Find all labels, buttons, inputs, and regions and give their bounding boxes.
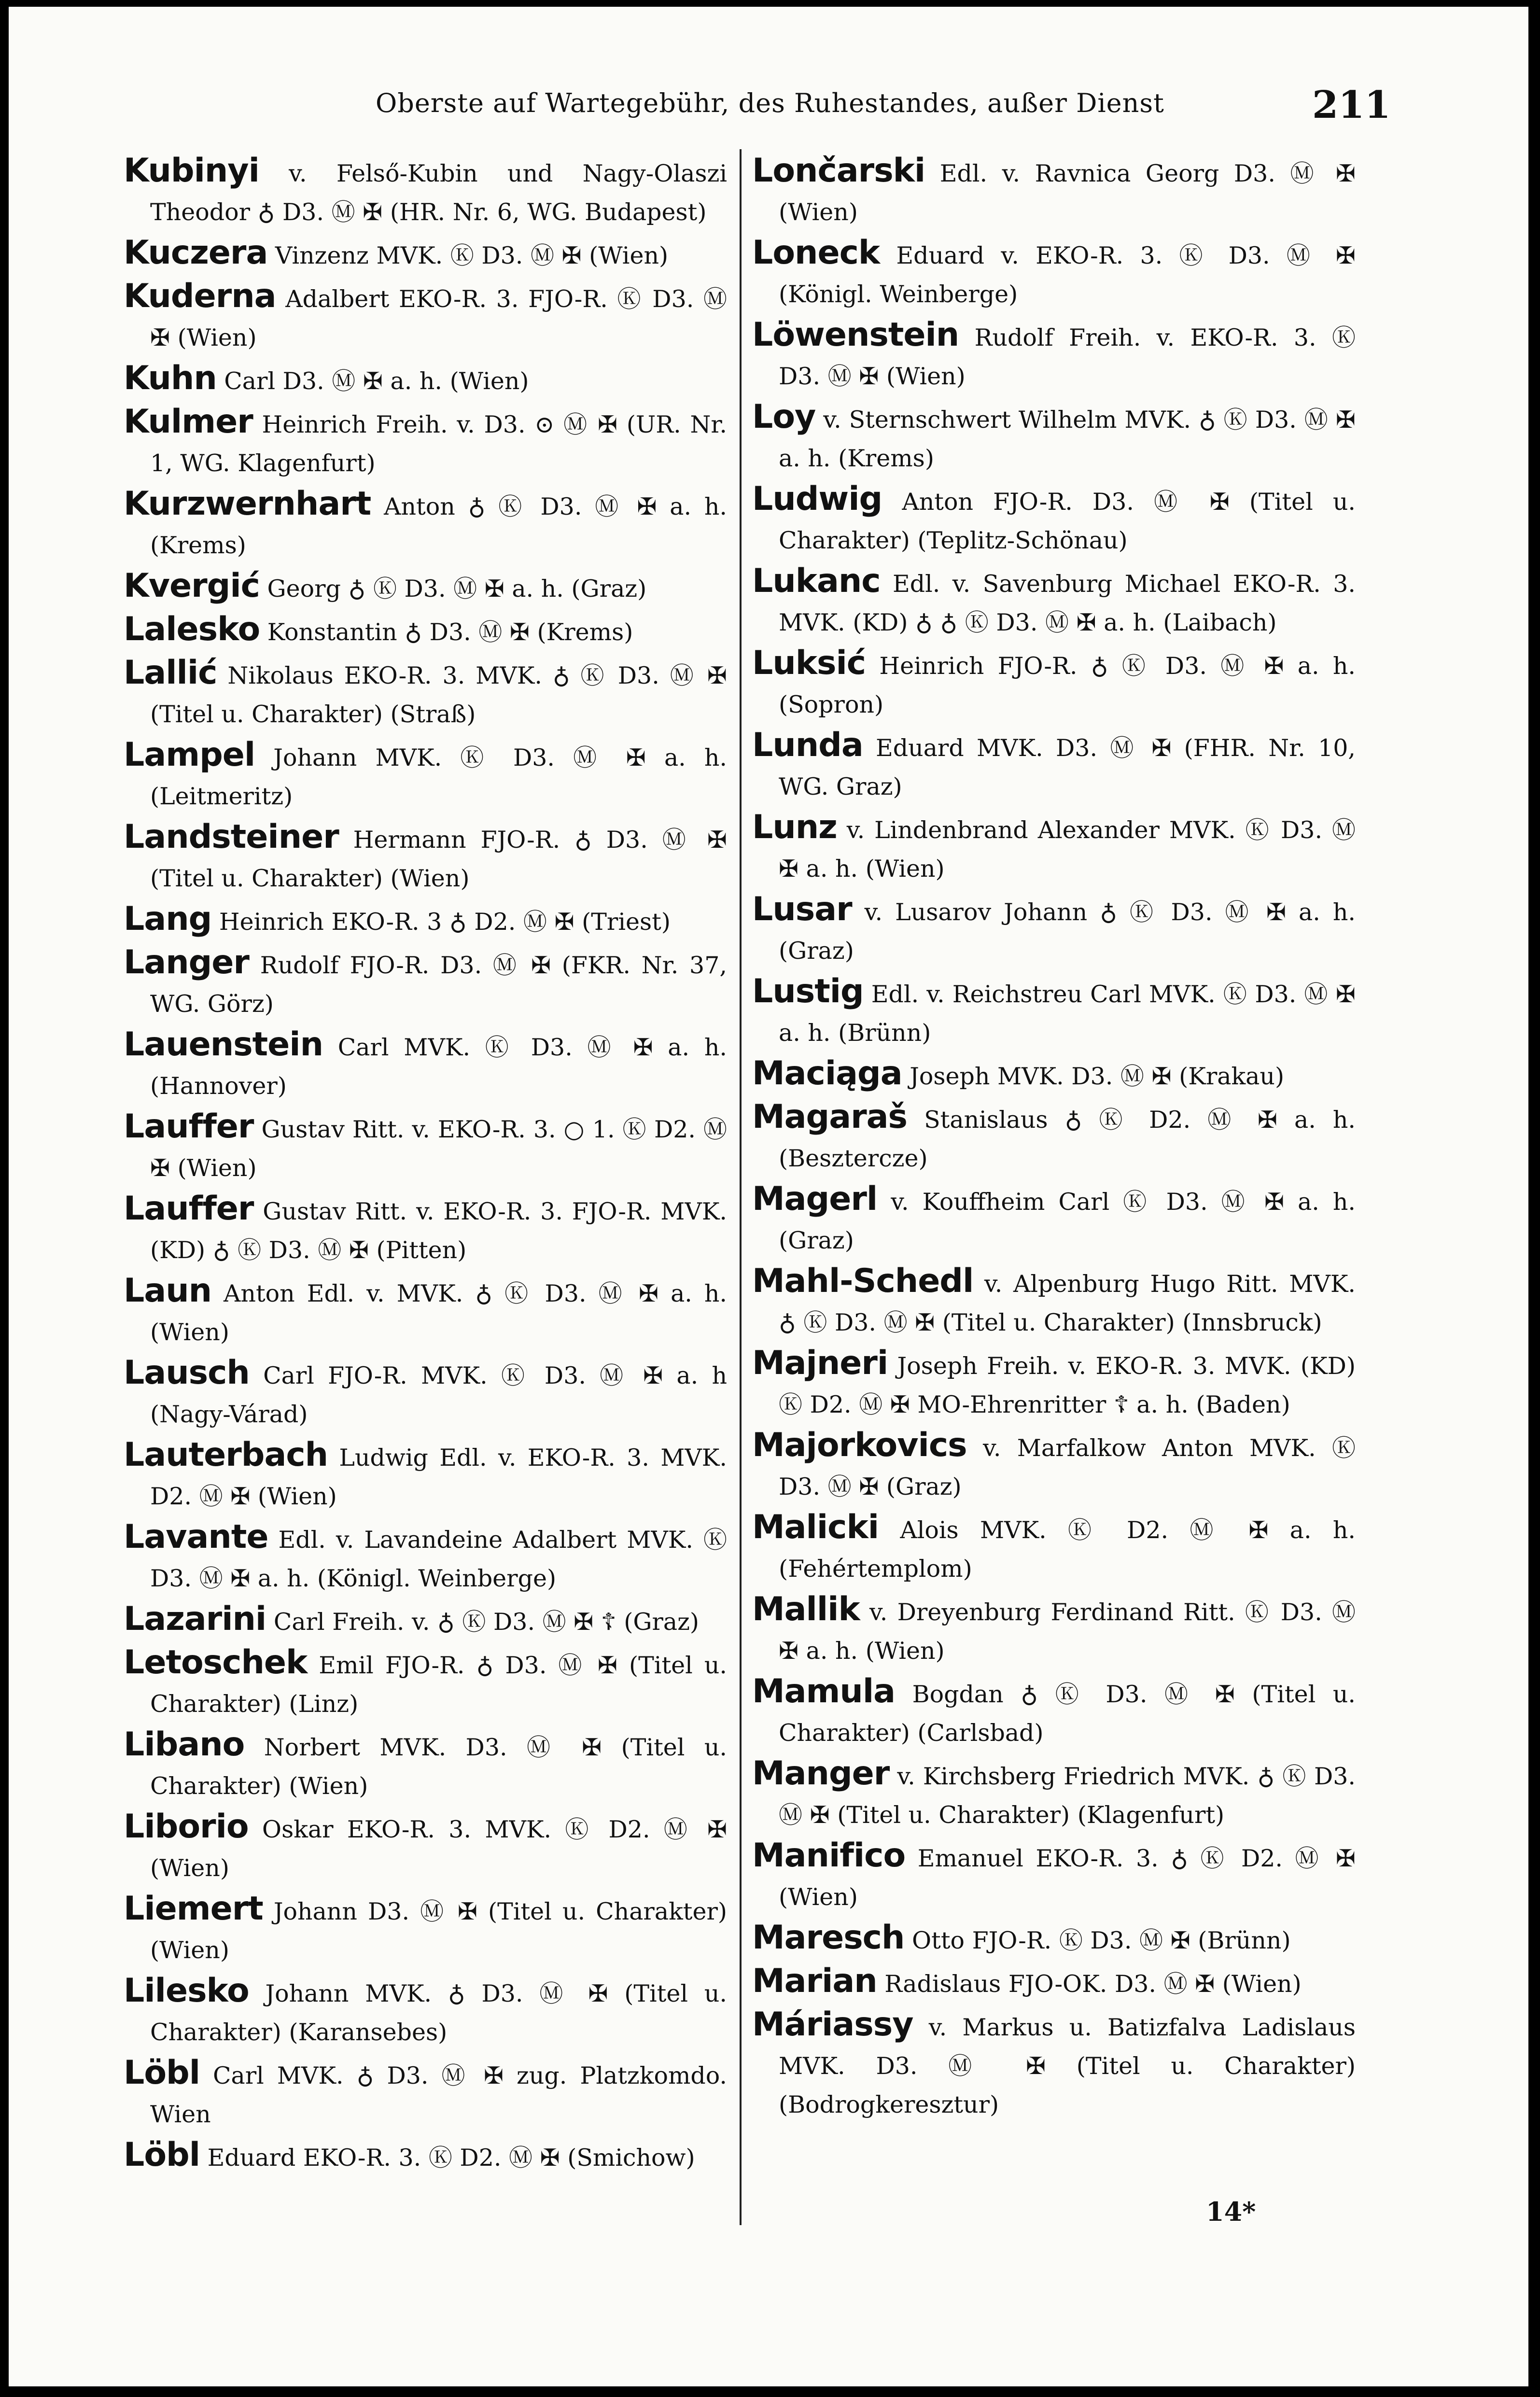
entry-details: Vinzenz MVK. Ⓚ D3. Ⓜ ✠ (Wien): [267, 242, 669, 269]
register-entry: [124, 943, 727, 1023]
entry-surname: Kurzwernhart: [124, 485, 371, 523]
entry-details: Eduard v. EKO-R. 3. Ⓚ D3. Ⓜ ✠ (Königl. Weinberge): [779, 242, 1356, 308]
entry-details: v. Markus u. Batizfalva Ladislaus MVK. D3. Ⓜ ✠ (Titel u. Charakter) (Bodrogkeresztur): [779, 2014, 1356, 2118]
register-entry: [124, 403, 727, 483]
entry-details: v. Sternschwert Wilhelm MVK. ♁ Ⓚ D3. Ⓜ ✠ a. h. (Krems): [779, 406, 1356, 472]
entry-surname: Lauenstein: [124, 1025, 323, 1064]
entry-surname: Lallić: [124, 654, 217, 692]
entry-details: Joseph Freih. v. EKO-R. 3. MVK. (KD) Ⓚ D2. Ⓜ ✠ MO-Ehrenritter ☦ a. h. (Baden): [779, 1352, 1356, 1418]
entry-surname: Lusar: [752, 890, 852, 928]
page-number: 211: [1312, 83, 1391, 127]
running-title: Oberste auf Wartegebühr, des Ruhestandes, außer Dienst: [376, 88, 1164, 118]
entry-surname: Malicki: [752, 1508, 879, 1546]
entry-surname: Ludwig: [752, 480, 882, 518]
entry-details: Anton Edl. v. MVK. ♁ Ⓚ D3. Ⓜ ✠ a. h. (Wien): [150, 1280, 727, 1346]
entry-details: Konstantin ♁ D3. Ⓜ ✠ (Krems): [260, 618, 633, 646]
entry-surname: Loneck: [752, 234, 880, 272]
entry-details: v. Lindenbrand Alexander MVK. Ⓚ D3. Ⓜ ✠ a. h. (Wien): [779, 816, 1356, 883]
register-entry: [124, 2054, 727, 2134]
entry-details: Johann MVK. ♁ D3. Ⓜ ✠ (Titel u. Charakter) (Karansebes): [150, 1980, 727, 2046]
entry-details: Stanislaus ♁ Ⓚ D2. Ⓜ ✠ a. h. (Beszterczе): [779, 1106, 1356, 1172]
register-entry: [752, 2005, 1356, 2124]
entry-surname: Kuderna: [124, 277, 276, 315]
register-entry: [124, 900, 727, 941]
entry-surname: Lustig: [752, 972, 864, 1010]
entry-surname: Lončarski: [752, 152, 925, 190]
entry-surname: Laun: [124, 1272, 212, 1310]
entry-surname: Lang: [124, 900, 212, 938]
entry-surname: Liborio: [124, 1808, 249, 1846]
entry-surname: Lausch: [124, 1354, 250, 1392]
entry-details: Johann D3. Ⓜ ✠ (Titel u. Charakter) (Wien): [150, 1898, 727, 1964]
entry-surname: Manger: [752, 1754, 890, 1793]
entry-details: Norbert MVK. D3. Ⓜ ✠ (Titel u. Charakter) (Wien): [150, 1734, 727, 1800]
entry-surname: Langer: [124, 943, 249, 981]
entry-surname: Lunz: [752, 808, 837, 846]
register-entry: [752, 1262, 1356, 1342]
register-entry: [752, 1836, 1356, 1917]
entry-surname: Lavante: [124, 1518, 268, 1556]
entry-surname: Lauffer: [124, 1190, 254, 1228]
register-entry: [124, 1972, 727, 2052]
entry-surname: Majneri: [752, 1344, 888, 1382]
register-entry: [752, 1508, 1356, 1588]
register-entry: [752, 234, 1356, 314]
register-entry: [752, 808, 1356, 888]
entry-surname: Landsteiner: [124, 818, 339, 856]
register-entry: [124, 1190, 727, 1270]
entry-details: Johann MVK. Ⓚ D3. Ⓜ ✠ a. h. (Leitmeritz): [150, 744, 727, 810]
register-entry: [752, 152, 1356, 232]
register-entry: [752, 1054, 1356, 1096]
entry-surname: Luksić: [752, 644, 866, 682]
register-entry: [752, 1754, 1356, 1835]
register-entry: [124, 359, 727, 401]
entry-details: Emil FJO-R. ♁ D3. Ⓜ ✠ (Titel u. Charakter) (Linz): [150, 1652, 727, 1718]
entry-surname: Lunda: [752, 726, 863, 764]
entry-details: Anton ♁ Ⓚ D3. Ⓜ ✠ a. h. (Krems): [150, 493, 727, 559]
register-entry: [752, 1098, 1356, 1178]
entry-surname: Mamula: [752, 1672, 896, 1710]
entry-details: Rudolf FJO-R. D3. Ⓜ ✠ (FKR. Nr. 37, WG. Görz): [150, 952, 727, 1018]
entry-surname: Lilesko: [124, 1972, 249, 2010]
register-entry: [124, 485, 727, 565]
entry-surname: Loy: [752, 398, 816, 436]
entry-details: Ludwig Edl. v. EKO-R. 3. MVK. D2. Ⓜ ✠ (Wien): [150, 1444, 727, 1510]
entry-surname: Kvergić: [124, 567, 260, 605]
register-entry: [752, 1590, 1356, 1670]
register-entry: [752, 480, 1356, 560]
register-entry: [124, 2136, 727, 2177]
register-entry: [124, 277, 727, 357]
entry-surname: Mallik: [752, 1590, 860, 1628]
entry-details: Anton FJO-R. D3. Ⓜ ✠ (Titel u. Charakter) (Teplitz-Schönau): [779, 488, 1356, 554]
entry-surname: Löwenstein: [752, 316, 959, 354]
page: [9, 7, 1528, 2386]
register-entry: [124, 1890, 727, 1970]
entry-surname: Löbl: [124, 2136, 200, 2174]
entry-details: Carl MVK. ♁ D3. Ⓜ ✠ zug. Platzkomdo. Wien: [150, 2062, 727, 2128]
entry-surname: Kuczera: [124, 234, 268, 272]
register-entry: [752, 398, 1356, 478]
register-entry: [124, 1600, 727, 1641]
entry-details: Edl. v. Lavandeine Adalbert MVK. Ⓚ D3. Ⓜ ✠ a. h. (Königl. Weinberge): [150, 1526, 727, 1592]
entry-surname: Letoschek: [124, 1643, 308, 1682]
entry-surname: Kubinyi: [124, 152, 259, 190]
entry-details: v. Lusarov Johann ♁ Ⓚ D3. Ⓜ ✠ a. h. (Graz): [779, 898, 1356, 965]
entry-details: Heinrich FJO-R. ♁ Ⓚ D3. Ⓜ ✠ a. h. (Sopron): [779, 652, 1356, 718]
register-entry: [752, 562, 1356, 642]
signature-mark: 14*: [1206, 2196, 1256, 2227]
entry-details: Carl Freih. v. ♁ Ⓚ D3. Ⓜ ✠ ☦ (Graz): [266, 1608, 700, 1636]
register-entry: [124, 1808, 727, 1888]
entry-surname: Magaraš: [752, 1098, 908, 1136]
entry-surname: Máriassy: [752, 2005, 913, 2044]
entry-surname: Lukanc: [752, 562, 881, 600]
entry-surname: Lazarini: [124, 1600, 266, 1638]
register-entry: [124, 1725, 727, 1806]
register-entry: [124, 610, 727, 652]
entry-surname: Maresch: [752, 1919, 905, 1957]
entry-details: Alois MVK. Ⓚ D2. Ⓜ ✠ a. h. (Fehértemplom): [779, 1516, 1356, 1583]
register-entry: [752, 1344, 1356, 1424]
register-entry: [124, 1107, 727, 1188]
entry-surname: Majorkovics: [752, 1426, 967, 1464]
entry-details: v. Alpenburg Hugo Ritt. MVK. ♁ Ⓚ D3. Ⓜ ✠ (Titel u. Charakter) (Innsbruck): [779, 1270, 1356, 1336]
entry-details: v. Marfalkow Anton MVK. Ⓚ D3. Ⓜ ✠ (Graz): [779, 1434, 1356, 1500]
entry-details: v. Kirchsberg Friedrich MVK. ♁ Ⓚ D3. Ⓜ ✠ (Titel u. Charakter) (Klagenfurt): [779, 1763, 1356, 1829]
register-entry: [752, 644, 1356, 724]
entry-details: Emanuel EKO-R. 3. ♁ Ⓚ D2. Ⓜ ✠ (Wien): [779, 1845, 1356, 1911]
register-entry: [752, 1180, 1356, 1260]
entry-details: Georg ♁ Ⓚ D3. Ⓜ ✠ a. h. (Graz): [259, 575, 647, 603]
entry-details: Carl FJO-R. MVK. Ⓚ D3. Ⓜ ✠ a. h (Nagy-Várad): [150, 1362, 727, 1428]
entry-surname: Lampel: [124, 736, 255, 774]
register-entry: [752, 316, 1356, 396]
entry-surname: Liemert: [124, 1890, 263, 1928]
entry-details: Carl MVK. Ⓚ D3. Ⓜ ✠ a. h. (Hannover): [150, 1034, 727, 1100]
register-entry: [124, 736, 727, 816]
entry-surname: Löbl: [124, 2054, 200, 2092]
entry-surname: Kulmer: [124, 403, 253, 441]
register-entry: [124, 1643, 727, 1724]
register-entry: [124, 1025, 727, 1106]
entry-details: Eduard EKO-R. 3. Ⓚ D2. Ⓜ ✠ (Smichow): [200, 2144, 695, 2172]
entry-details: Radislaus FJO-OK. D3. Ⓜ ✠ (Wien): [877, 1970, 1302, 1998]
entry-details: Joseph MVK. D3. Ⓜ ✠ (Krakau): [902, 1063, 1285, 1090]
column-divider: [740, 149, 742, 2225]
register-entry: [752, 726, 1356, 806]
entry-details: Gustav Ritt. v. EKO-R. 3. FJO-R. MVK. (KD) ♁ Ⓚ D3. Ⓜ ✠ (Pitten): [150, 1198, 727, 1264]
entry-surname: Maciąga: [752, 1054, 902, 1093]
entry-surname: Marian: [752, 1962, 877, 2000]
entry-details: Hermann FJO-R. ♁ D3. Ⓜ ✠ (Titel u. Charakter) (Wien): [150, 826, 727, 892]
entry-details: Heinrich Freih. v. D3. ⊙ Ⓜ ✠ (UR. Nr. 1, WG. Klagenfurt): [150, 411, 727, 477]
register-entry: [124, 1272, 727, 1352]
entry-details: Otto FJO-R. Ⓚ D3. Ⓜ ✠ (Brünn): [904, 1927, 1291, 1954]
entry-details: Heinrich EKO-R. 3 ♁ D2. Ⓜ ✠ (Triest): [211, 908, 671, 936]
register-entry: [124, 818, 727, 898]
entry-details: v. Dreyenburg Ferdinand Ritt. Ⓚ D3. Ⓜ ✠ a. h. (Wien): [779, 1598, 1356, 1665]
entry-surname: Libano: [124, 1725, 245, 1764]
entry-details: Carl D3. Ⓜ ✠ a. h. (Wien): [216, 367, 529, 395]
entry-details: Edl. v. Ravnica Georg D3. Ⓜ ✠ (Wien): [779, 160, 1356, 226]
register-entry: [752, 1672, 1356, 1752]
entry-details: v. Felső-Kubin und Nagy-Olaszi Theodor ♁ D3. Ⓜ ✠ (HR. Nr. 6, WG. Budapest): [150, 160, 727, 226]
register-entry: [124, 654, 727, 734]
entry-surname: Lauffer: [124, 1107, 254, 1146]
entry-details: Gustav Ritt. v. EKO-R. 3. ○ 1. Ⓚ D2. Ⓜ ✠ (Wien): [150, 1116, 727, 1182]
entry-details: Eduard MVK. D3. Ⓜ ✠ (FHR. Nr. 10, WG. Graz): [779, 734, 1356, 800]
right-column: [752, 152, 1356, 2126]
register-entry: [124, 1354, 727, 1434]
left-column: [124, 152, 727, 2179]
register-entry: [752, 1426, 1356, 1506]
entry-surname: Mahl-Schedl: [752, 1262, 974, 1300]
entry-surname: Kuhn: [124, 359, 217, 397]
register-entry: [752, 1919, 1356, 1960]
register-entry: [124, 1436, 727, 1516]
entry-surname: Manifico: [752, 1836, 906, 1875]
register-entry: [124, 152, 727, 232]
entry-surname: Magerl: [752, 1180, 878, 1218]
entry-details: Nikolaus EKO-R. 3. MVK. ♁ Ⓚ D3. Ⓜ ✠ (Titel u. Charakter) (Straß): [150, 662, 727, 728]
entry-details: v. Kouffheim Carl Ⓚ D3. Ⓜ ✠ a. h. (Graz): [779, 1188, 1356, 1254]
register-entry: [124, 567, 727, 608]
entry-details: Oskar EKO-R. 3. MVK. Ⓚ D2. Ⓜ ✠ (Wien): [150, 1816, 727, 1882]
register-entry: [752, 1962, 1356, 2004]
entry-details: Edl. v. Savenburg Michael EKO-R. 3. MVK. (KD) ♁ ♁ Ⓚ D3. Ⓜ ✠ a. h. (Laibach): [779, 570, 1356, 636]
header: [9, 83, 1528, 131]
register-entry: [124, 1518, 727, 1598]
entry-details: Edl. v. Reichstreu Carl MVK. Ⓚ D3. Ⓜ ✠ a. h. (Brünn): [779, 981, 1356, 1047]
register-entry: [124, 234, 727, 275]
entry-surname: Lalesko: [124, 610, 260, 648]
entry-surname: Lauterbach: [124, 1436, 328, 1474]
entry-details: Rudolf Freih. v. EKO-R. 3. Ⓚ D3. Ⓜ ✠ (Wien): [779, 324, 1356, 390]
entry-details: Bogdan ♁ Ⓚ D3. Ⓜ ✠ (Titel u. Charakter) (Carlsbad): [779, 1681, 1356, 1747]
entry-details: Adalbert EKO-R. 3. FJO-R. Ⓚ D3. Ⓜ ✠ (Wien): [150, 285, 727, 351]
register-entry: [752, 890, 1356, 970]
register-entry: [752, 972, 1356, 1052]
